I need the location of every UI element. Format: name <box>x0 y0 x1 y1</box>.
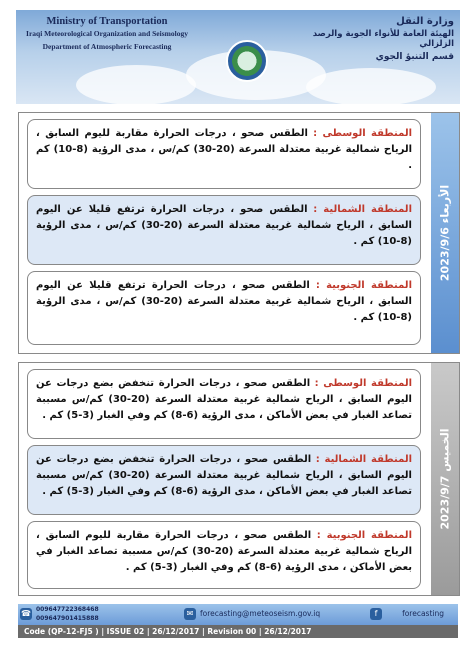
forecast-box-central <box>27 119 421 189</box>
day-label: الأربعاء 2023/9/6 <box>438 184 452 282</box>
email-link[interactable]: forecasting@meteoseism.gov.iq <box>200 609 321 618</box>
day-section-thursday <box>18 362 460 596</box>
forecast-text: الطقس صحو ، درجات الحرارة مقاربة لليوم السابق ، الرياح شمالية غربية معتدلة السرعة (20-30) كم/س مسببة تصاعد الغبار في بعض الأماكن ، مدى الرؤية (6-8) كم وفي الغبار (3-5) كم . <box>36 530 412 573</box>
document-code-line: Code (QP-12-FJ5 ) | ISSUE 02 | 26/12/2017 | Revision 00 | 26/12/2017 <box>18 625 458 638</box>
email-icon: ✉ <box>184 608 196 620</box>
header-english <box>22 16 192 51</box>
day-label: الخميس 2023/9/7 <box>438 428 452 530</box>
ministry-title-en: Ministry of Transportation <box>46 16 168 27</box>
forecast-box-north <box>27 445 421 515</box>
phone-number: 009647901415888 <box>36 615 99 622</box>
forecast-text: الطقس صحو ، درجات الحرارة تنخفض بضع درجات عن اليوم السابق ، الرياح شمالية غربية معتدلة السرعة (20-30) كم/س مسببة تصاعد الغبار في بعض الأماكن ، مدى الرؤية (6-8) كم وفي الغبار (3-5) كم . <box>36 378 412 421</box>
forecast-box-south <box>27 521 421 589</box>
day-label-bar <box>431 363 459 595</box>
phone-number: 009647722368468 <box>36 606 99 613</box>
day-label-bar <box>431 113 459 353</box>
forecast-text: الطقس صحو ، درجات الحرارة ترتفع قليلا عن اليوم السابق ، الرياح شمالية غربية معتدلة السرعة (20-30) كم/س ، مدى الرؤية (8-10) كم . <box>36 204 412 247</box>
cloud-decoration <box>306 68 436 104</box>
region-label: المنطقة الوسطى : <box>313 128 413 139</box>
phone-numbers <box>36 605 99 623</box>
region-label: المنطقة الجنوبية : <box>315 280 412 291</box>
header-arabic <box>304 16 454 62</box>
region-label: المنطقة الشمالية : <box>315 454 412 465</box>
forecast-box-central <box>27 369 421 439</box>
logo-emblem-icon <box>226 40 268 82</box>
organization-title-ar: الهيئة العامة للأنواء الجوية والرصد الزلزالي <box>312 29 454 49</box>
facebook-icon: f <box>370 608 382 620</box>
forecast-text: الطقس صحو ، درجات الحرارة ترتفع قليلا عن اليوم السابق ، الرياح شمالية غربية معتدلة السرعة (20-30) كم/س ، مدى الرؤية (8-10) كم . <box>36 280 412 323</box>
region-label: المنطقة الوسطى : <box>314 378 413 389</box>
day-section-wednesday <box>18 112 460 354</box>
cloud-decoration <box>76 65 196 104</box>
forecast-box-south <box>27 271 421 345</box>
footer <box>18 604 458 638</box>
forecast-text: الطقس صحو ، درجات الحرارة مقاربة لليوم السابق ، الرياح شمالية غربية معتدلة السرعة (20-30) كم/س ، مدى الرؤية (8-10) كم . <box>36 128 413 171</box>
region-label: المنطقة الجنوبية : <box>316 530 412 541</box>
department-title-en: Department of Atmospheric Forecasting <box>42 42 172 51</box>
forecast-box-north <box>27 195 421 265</box>
organization-title-en: Iraqi Meteorological Organization and Seismology <box>26 29 188 38</box>
phone-icon: ☎ <box>21 609 31 618</box>
region-label: المنطقة الشمالية : <box>313 204 412 215</box>
header-banner <box>16 10 460 104</box>
department-title-ar: قسم التنبؤ الجوي <box>375 52 454 62</box>
contact-bar <box>18 604 458 625</box>
ministry-title-ar: وزارة النقل <box>396 16 454 27</box>
forecast-text: الطقس صحو ، درجات الحرارة تنخفض بضع درجات عن اليوم السابق ، الرياح شمالية غربية معتدلة السرعة (20-30) كم/س مسببة تصاعد الغبار في بعض الأماكن ، مدى الرؤية (6-8) كم وفي الغبار (3-5) كم . <box>36 454 412 497</box>
facebook-link[interactable]: forecasting <box>402 609 444 618</box>
